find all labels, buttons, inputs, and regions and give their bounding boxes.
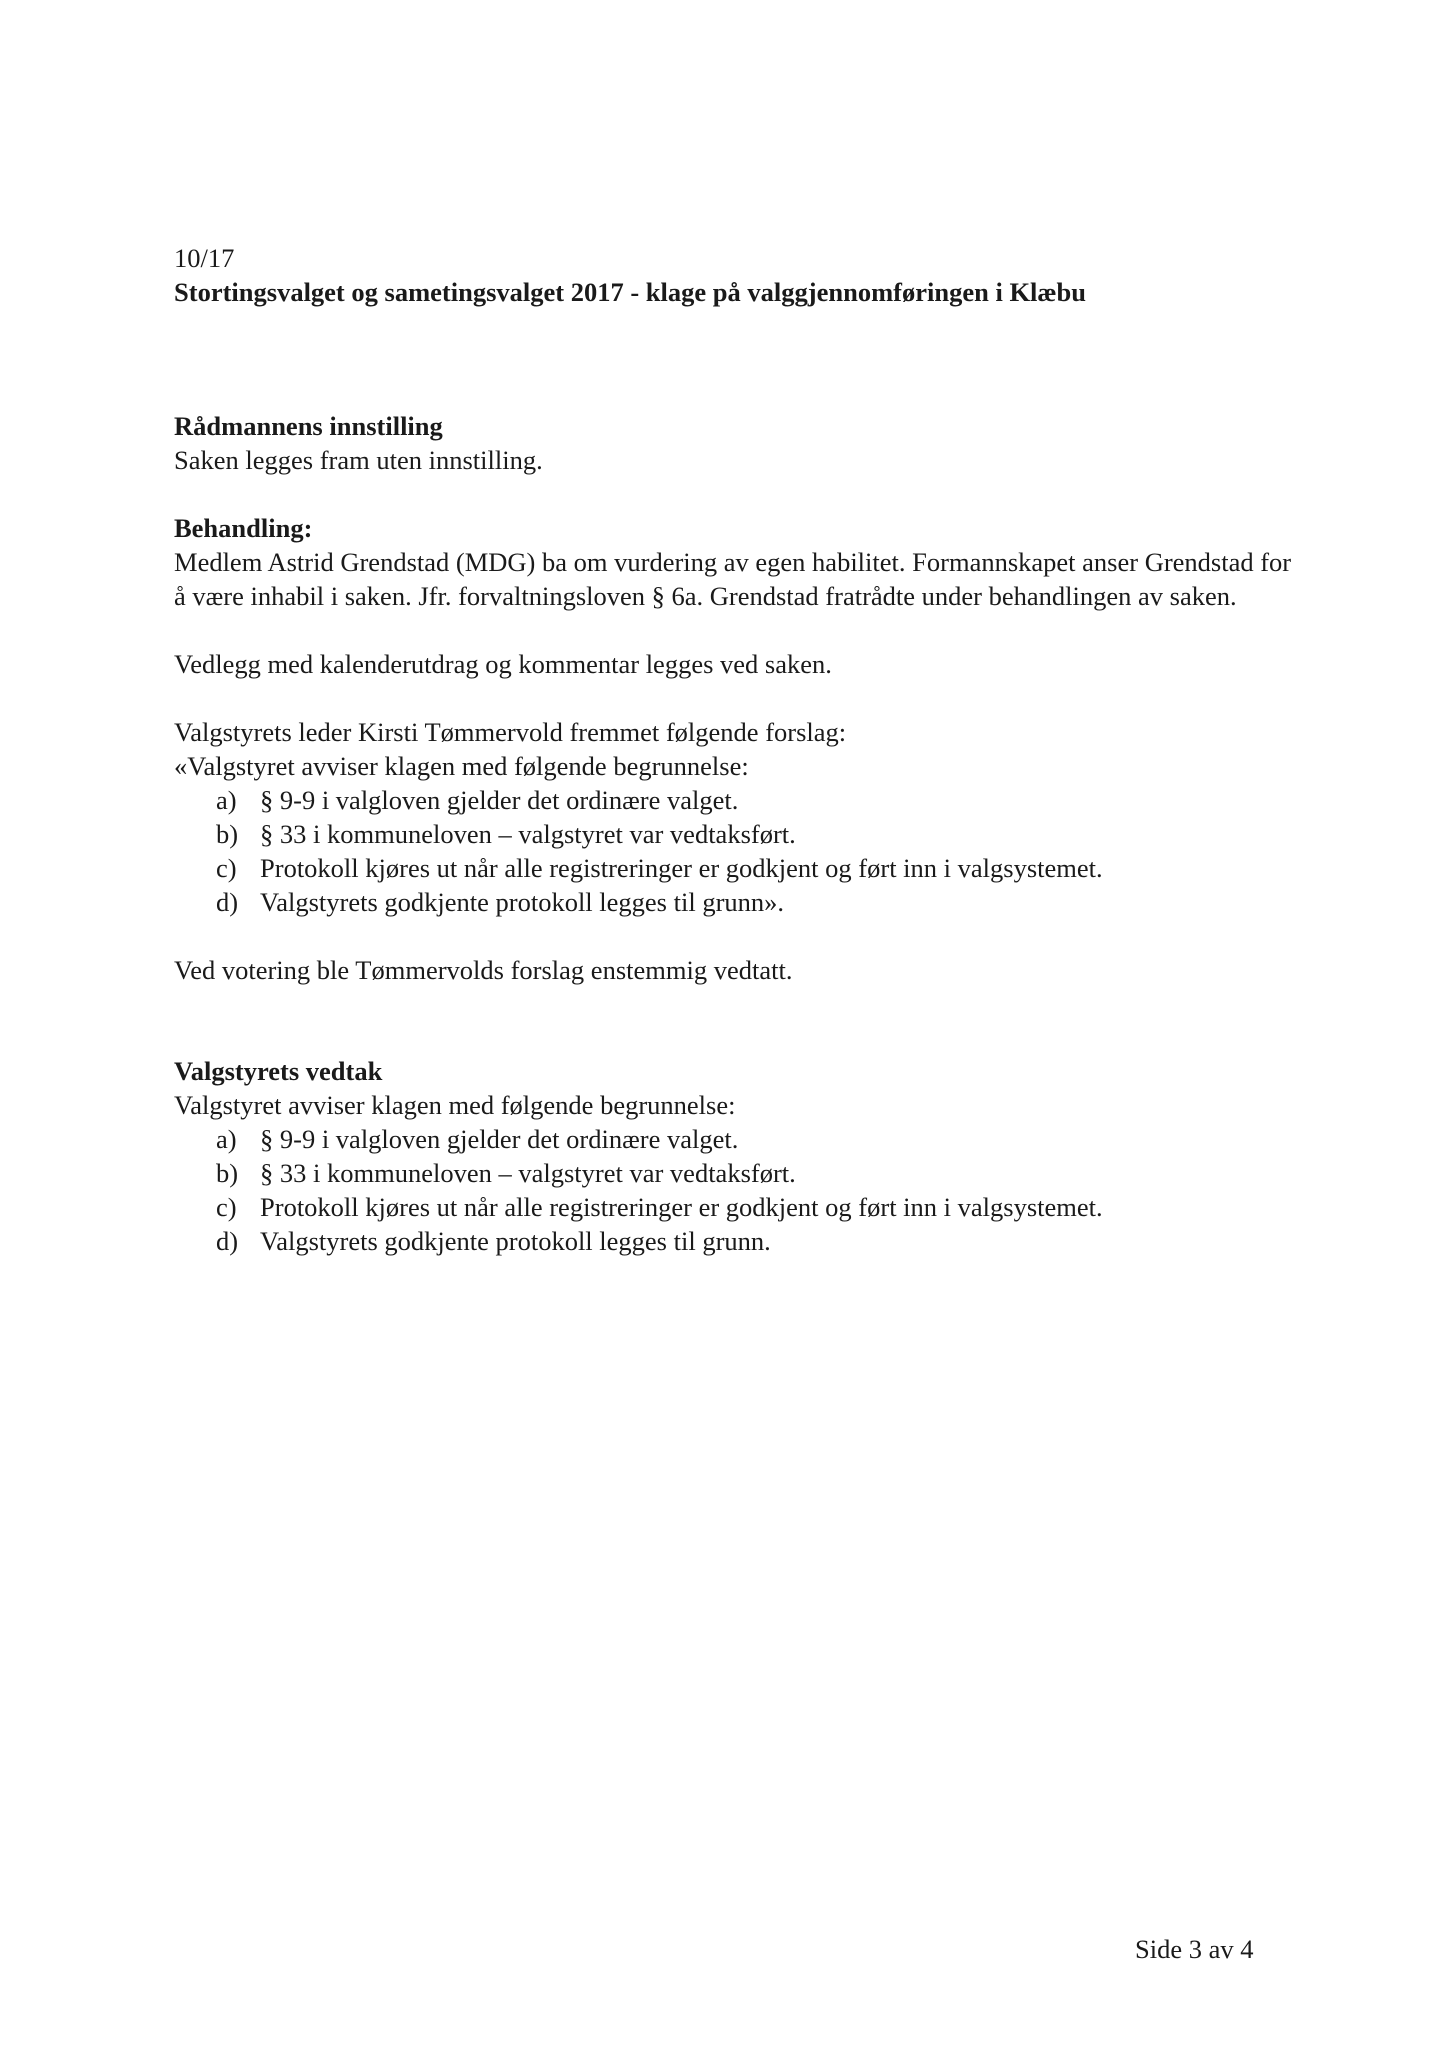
proposal-lead: «Valgstyret avviser klagen med følgende begrunnelse:: [174, 751, 749, 781]
list-item-text: § 33 i kommuneloven – valgstyret var vedtaksført.: [260, 819, 796, 849]
spacer: [174, 613, 1294, 647]
proposal-list: [174, 783, 1294, 919]
page-number: Side 3 av 4: [1135, 1934, 1254, 1964]
list-item: [216, 1122, 1294, 1156]
list-item-text: § 9-9 i valgloven gjelder det ordinære valget.: [260, 1124, 739, 1154]
list-item-text: Valgstyrets godkjente protokoll legges til grunn.: [260, 1226, 771, 1256]
list-marker: d): [216, 887, 239, 917]
list-item: [216, 1156, 1294, 1190]
spacer: [174, 477, 1294, 511]
list-item: [216, 885, 1294, 919]
spacer: [174, 919, 1294, 953]
proposal-intro: Valgstyrets leder Kirsti Tømmervold fremmet følgende forslag:: [174, 717, 847, 747]
treatment-section: [174, 511, 1294, 987]
recommendation-section: [174, 409, 1294, 477]
list-item: [216, 817, 1294, 851]
case-number: 10/17: [174, 243, 235, 273]
decision-lead: Valgstyret avviser klagen med følgende begrunnelse:: [174, 1090, 736, 1120]
decision-list: [174, 1122, 1294, 1258]
list-marker: c): [216, 1192, 237, 1222]
attachment-note: Vedlegg med kalenderutdrag og kommentar legges ved saken.: [174, 649, 832, 679]
list-marker: a): [216, 1124, 237, 1154]
list-marker: b): [216, 819, 239, 849]
decision-heading: Valgstyrets vedtak: [174, 1056, 383, 1086]
vote-result: Ved votering ble Tømmervolds forslag enstemmig vedtatt.: [174, 955, 793, 985]
recommendation-text: Saken legges fram uten innstilling.: [174, 445, 543, 475]
list-marker: d): [216, 1226, 239, 1256]
treatment-paragraph: Medlem Astrid Grendstad (MDG) ba om vurdering av egen habilitet. Formannskapet anser Grendstad for å være inhabil i saken. Jfr. forvaltningsloven § 6a. Grendstad fratrådte under behandlingen av saken.: [174, 547, 1292, 611]
list-item-text: Protokoll kjøres ut når alle registreringer er godkjent og ført inn i valgsystemet.: [260, 853, 1103, 883]
case-title: Stortingsvalget og sametingsvalget 2017 - klage på valggjennomføringen i Klæbu: [174, 277, 1087, 307]
list-marker: a): [216, 785, 237, 815]
decision-section: [174, 1054, 1294, 1258]
document-page: [174, 241, 1294, 1258]
recommendation-heading: Rådmannens innstilling: [174, 411, 443, 441]
list-item-text: Valgstyrets godkjente protokoll legges til grunn».: [260, 887, 785, 917]
spacer: [174, 309, 1294, 409]
treatment-heading: Behandling:: [174, 513, 313, 543]
spacer: [174, 987, 1294, 1054]
list-item: [216, 851, 1294, 885]
list-marker: b): [216, 1158, 239, 1188]
list-item: [216, 783, 1294, 817]
spacer: [174, 681, 1294, 715]
list-item: [216, 1190, 1294, 1224]
list-marker: c): [216, 853, 237, 883]
list-item-text: Protokoll kjøres ut når alle registreringer er godkjent og ført inn i valgsystemet.: [260, 1192, 1103, 1222]
list-item-text: § 9-9 i valgloven gjelder det ordinære valget.: [260, 785, 739, 815]
list-item-text: § 33 i kommuneloven – valgstyret var vedtaksført.: [260, 1158, 796, 1188]
list-item: [216, 1224, 1294, 1258]
